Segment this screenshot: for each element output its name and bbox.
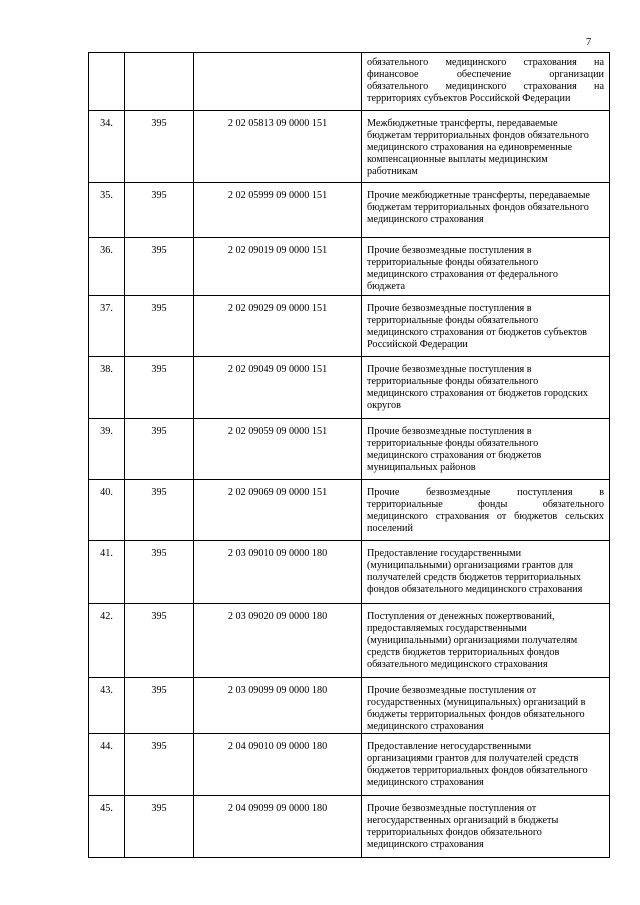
- administrator-code: 395: [125, 541, 194, 604]
- table-row: [89, 796, 610, 858]
- revenue-name: [362, 183, 610, 238]
- revenue-name-line: медицинского страхования от федерального: [367, 269, 558, 280]
- administrator-code: 395: [125, 357, 194, 419]
- budget-classification-code: 2 02 09029 09 0000 151: [194, 296, 362, 357]
- budget-classification-code: 2 04 09010 09 0000 180: [194, 734, 362, 796]
- revenue-name-line: (муниципальными) организациями получателям: [367, 635, 578, 646]
- revenue-name-line: поселений: [367, 523, 413, 534]
- revenue-name-line: Прочие безвозмездные поступления в: [367, 487, 604, 498]
- table-row: [89, 480, 610, 541]
- revenue-name: [362, 53, 610, 111]
- revenue-name: [362, 796, 610, 858]
- revenue-name-line: территориальные фонды обязательного: [367, 257, 539, 268]
- revenue-name: [362, 541, 610, 604]
- revenue-name-line: обязательного медицинского страхования: [367, 659, 548, 670]
- revenue-name-line: Прочие безвозмездные поступления от: [367, 803, 537, 814]
- budget-classification-code: 2 02 09019 09 0000 151: [194, 238, 362, 296]
- budget-classification-code: 2 02 05999 09 0000 151: [194, 183, 362, 238]
- revenue-name-line: территориях субъектов Российской Федерации: [367, 93, 571, 104]
- revenue-name-line: обязательного медицинского страхования на: [367, 57, 604, 68]
- row-number: 45.: [89, 796, 125, 858]
- table-row: [89, 183, 610, 238]
- revenue-name: [362, 111, 610, 183]
- revenue-name-line: медицинского страхования от бюджетов городских: [367, 388, 589, 399]
- table-body: [89, 53, 610, 858]
- revenue-name-line: бюджеты территориальных фондов обязательного: [367, 709, 585, 720]
- administrator-code: 395: [125, 111, 194, 183]
- revenue-name: [362, 678, 610, 734]
- table-row: [89, 238, 610, 296]
- table-row: [89, 419, 610, 480]
- revenue-name-line: Предоставление негосударственными: [367, 741, 532, 752]
- revenue-name-line: территориальные фонды обязательного: [367, 499, 604, 510]
- revenue-name-line: (муниципальными) организациями грантов для: [367, 560, 574, 571]
- revenue-name-line: организациями грантов для получателей средств: [367, 753, 579, 764]
- revenue-name: [362, 604, 610, 678]
- administrator-code: 395: [125, 419, 194, 480]
- table-row: [89, 604, 610, 678]
- revenue-name-line: Прочие безвозмездные поступления в: [367, 303, 532, 314]
- administrator-code: 395: [125, 734, 194, 796]
- budget-classification-code: 2 02 09049 09 0000 151: [194, 357, 362, 419]
- revenue-name: [362, 357, 610, 419]
- revenue-name-line: территориальных фондов обязательного: [367, 827, 542, 838]
- table-row: [89, 111, 610, 183]
- revenue-name: [362, 296, 610, 357]
- table-row: [89, 734, 610, 796]
- revenue-name-line: средств бюджетов территориальных фондов: [367, 647, 560, 658]
- revenue-name-line: медицинского страхования от бюджетов: [367, 450, 542, 461]
- revenue-name-line: бюджетов территориальных фондов обязательного: [367, 765, 588, 776]
- revenue-name-line: предоставляемых государственными: [367, 623, 527, 634]
- table-row: [89, 296, 610, 357]
- budget-classification-code: 2 02 09059 09 0000 151: [194, 419, 362, 480]
- budget-classification-code: 2 03 09020 09 0000 180: [194, 604, 362, 678]
- revenue-name-line: Прочие безвозмездные поступления от: [367, 685, 537, 696]
- revenue-name-line: Межбюджетные трансферты, передаваемые: [367, 118, 558, 129]
- revenue-name-line: негосударственных организаций в бюджеты: [367, 815, 559, 826]
- row-number: 40.: [89, 480, 125, 541]
- revenue-name-line: обязательного медицинского страхования на: [367, 81, 604, 92]
- budget-classification-code: 2 03 09010 09 0000 180: [194, 541, 362, 604]
- budget-classification-code: 2 03 09099 09 0000 180: [194, 678, 362, 734]
- revenue-name-line: Поступления от денежных пожертвований,: [367, 611, 555, 622]
- revenue-name-line: компенсационные выплаты медицинским: [367, 154, 548, 165]
- row-number: 41.: [89, 541, 125, 604]
- revenue-name-line: Прочие безвозмездные поступления в: [367, 245, 532, 256]
- table-row: [89, 541, 610, 604]
- budget-classification-code: [194, 53, 362, 111]
- revenue-name: [362, 734, 610, 796]
- revenue-name-line: финансовое обеспечение организации: [367, 69, 604, 80]
- administrator-code: 395: [125, 183, 194, 238]
- revenue-name-line: медицинского страхования на единовременные: [367, 142, 573, 153]
- page-number: 7: [586, 37, 592, 48]
- revenue-name-line: медицинского страхования: [367, 214, 484, 225]
- revenue-name-line: территориальные фонды обязательного: [367, 376, 539, 387]
- revenue-name-line: Прочие безвозмездные поступления в: [367, 426, 532, 437]
- row-number: 36.: [89, 238, 125, 296]
- administrator-code: 395: [125, 678, 194, 734]
- row-number: 34.: [89, 111, 125, 183]
- table-row-continuation: [89, 53, 610, 111]
- revenue-name-line: бюджета: [367, 281, 405, 292]
- budget-classification-code: 2 02 09069 09 0000 151: [194, 480, 362, 541]
- administrator-code: 395: [125, 604, 194, 678]
- revenue-name: [362, 480, 610, 541]
- row-number: [89, 53, 125, 111]
- revenue-name-line: территориальные фонды обязательного: [367, 438, 539, 449]
- row-number: 39.: [89, 419, 125, 480]
- revenue-name-line: Прочие межбюджетные трансферты, передаваемые: [367, 190, 590, 201]
- revenue-name-line: медицинского страхования от бюджетов субъектов: [367, 327, 587, 338]
- administrator-code: 395: [125, 480, 194, 541]
- revenue-name-line: медицинского страхования: [367, 839, 484, 850]
- revenue-name-line: Прочие безвозмездные поступления в: [367, 364, 532, 375]
- revenue-name-line: фондов обязательного медицинского страхования: [367, 584, 583, 595]
- administrator-code: [125, 53, 194, 111]
- revenue-name-line: государственных (муниципальных) организаций в: [367, 697, 586, 708]
- revenue-name: [362, 238, 610, 296]
- row-number: 43.: [89, 678, 125, 734]
- row-number: 38.: [89, 357, 125, 419]
- administrator-code: 395: [125, 796, 194, 858]
- revenue-name-line: округов: [367, 400, 401, 411]
- revenue-name-line: муниципальных районов: [367, 462, 476, 473]
- revenue-name-line: медицинского страхования: [367, 721, 484, 732]
- table-row: [89, 357, 610, 419]
- row-number: 35.: [89, 183, 125, 238]
- revenue-name-line: медицинского страхования: [367, 777, 484, 788]
- budget-classification-code: 2 02 05813 09 0000 151: [194, 111, 362, 183]
- revenue-name-line: работникам: [367, 166, 418, 177]
- table-row: [89, 678, 610, 734]
- row-number: 42.: [89, 604, 125, 678]
- revenue-name-line: Предоставление государственными: [367, 548, 522, 559]
- revenue-name-line: медицинского страхования от бюджетов сельских: [367, 511, 604, 522]
- revenue-name-line: получателей средств бюджетов территориальных: [367, 572, 582, 583]
- row-number: 37.: [89, 296, 125, 357]
- revenue-name-line: бюджетам территориальных фондов обязательного: [367, 202, 589, 213]
- revenue-name-line: территориальные фонды обязательного: [367, 315, 539, 326]
- revenue-classification-table: [88, 52, 610, 858]
- budget-classification-code: 2 04 09099 09 0000 180: [194, 796, 362, 858]
- revenue-name: [362, 419, 610, 480]
- row-number: 44.: [89, 734, 125, 796]
- revenue-name-line: Российской Федерации: [367, 339, 468, 350]
- revenue-name-line: бюджетам территориальных фондов обязательного: [367, 130, 589, 141]
- administrator-code: 395: [125, 296, 194, 357]
- administrator-code: 395: [125, 238, 194, 296]
